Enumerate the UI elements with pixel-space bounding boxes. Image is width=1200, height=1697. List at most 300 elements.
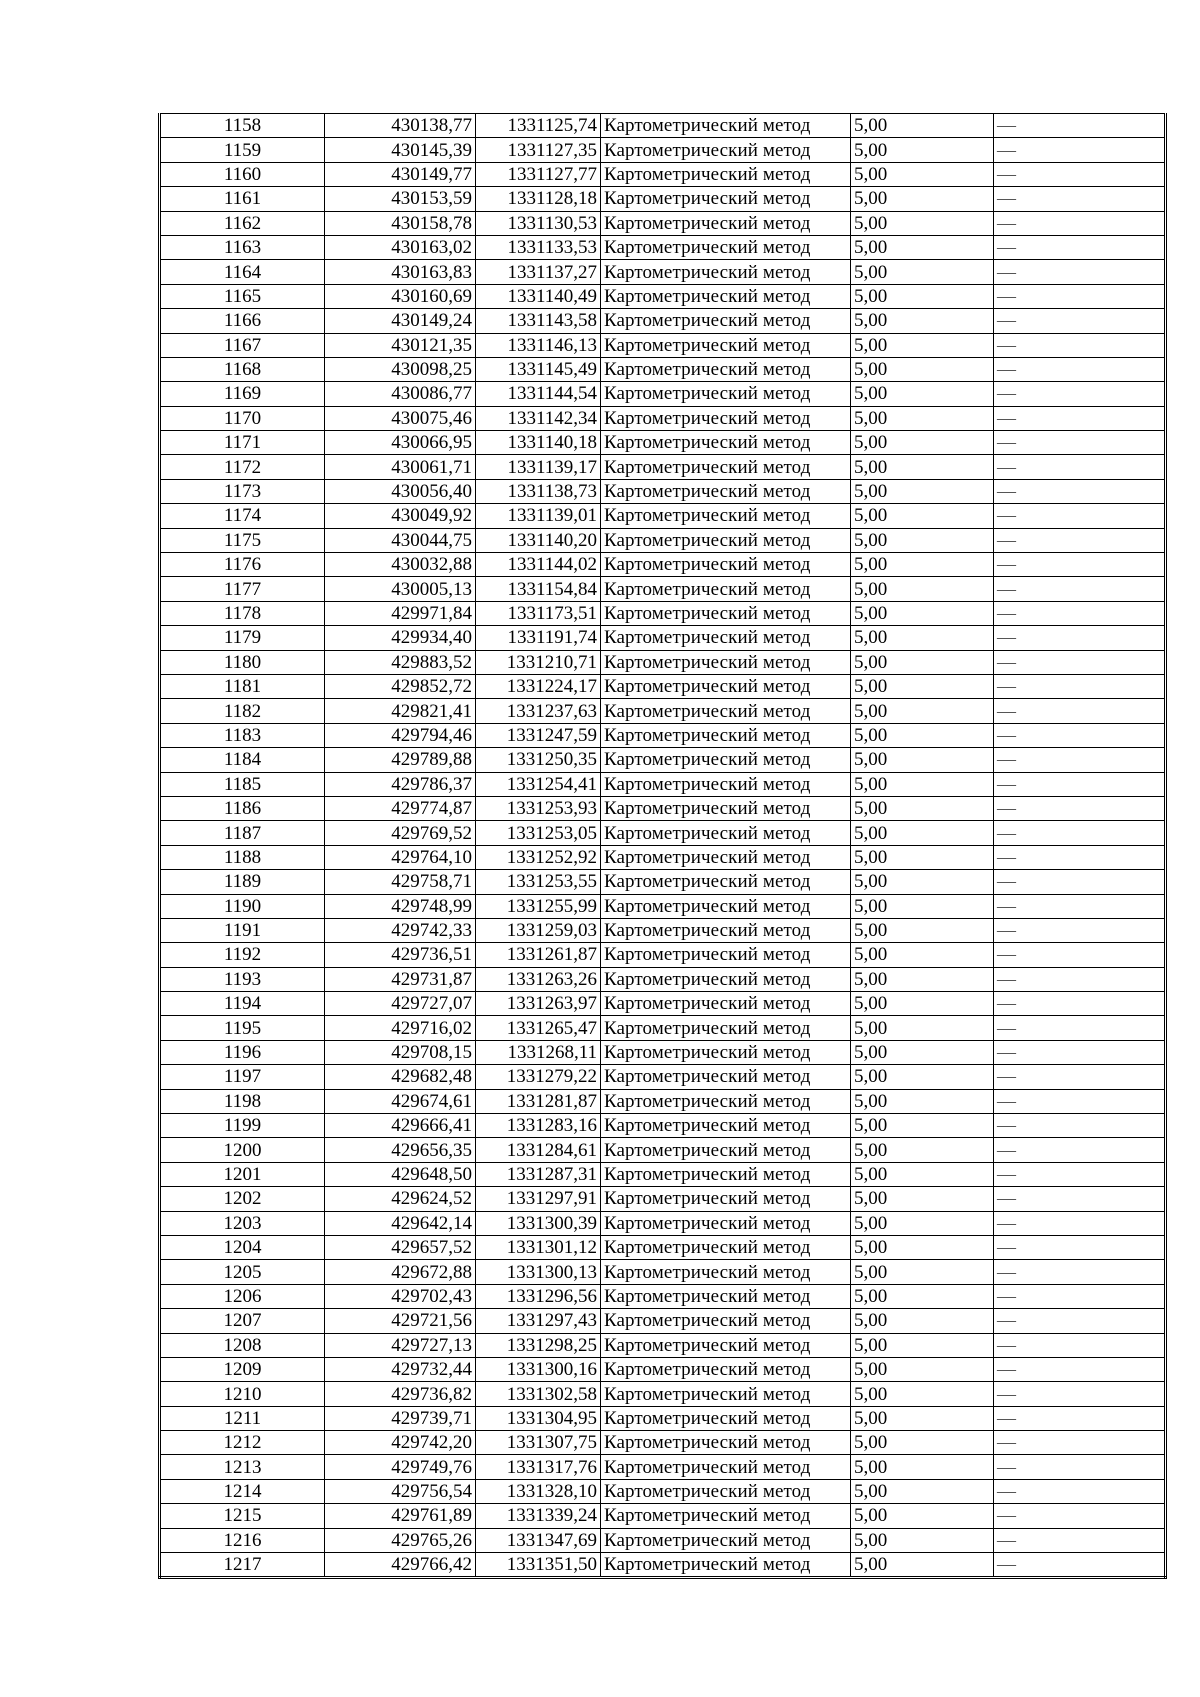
method-cell: Картометрический метод [601,1284,851,1308]
method-cell: Картометрический метод [601,1065,851,1089]
note-cell: — [994,674,1166,698]
accuracy-cell: 5,00 [851,235,994,259]
x-coordinate-cell: 430149,77 [325,162,476,186]
point-number-cell: 1197 [160,1065,325,1089]
table-row [160,967,1166,991]
point-number-cell: 1217 [160,1553,325,1578]
note-cell: — [994,284,1166,308]
point-number-cell: 1167 [160,333,325,357]
accuracy-cell: 5,00 [851,1162,994,1186]
method-cell: Картометрический метод [601,235,851,259]
method-cell: Картометрический метод [601,162,851,186]
method-cell: Картометрический метод [601,1235,851,1259]
method-cell: Картометрический метод [601,1333,851,1357]
point-number-cell: 1189 [160,870,325,894]
note-cell: — [994,1260,1166,1284]
x-coordinate-cell: 429786,37 [325,772,476,796]
x-coordinate-cell: 429756,54 [325,1479,476,1503]
x-coordinate-cell: 429648,50 [325,1162,476,1186]
method-cell: Картометрический метод [601,528,851,552]
table-row [160,918,1166,942]
accuracy-cell: 5,00 [851,796,994,820]
x-coordinate-cell: 430086,77 [325,382,476,406]
method-cell: Картометрический метод [601,1114,851,1138]
y-coordinate-cell: 1331191,74 [476,626,601,650]
note-cell: — [994,1211,1166,1235]
note-cell: — [994,138,1166,162]
note-cell: — [994,601,1166,625]
accuracy-cell: 5,00 [851,1553,994,1578]
note-cell: — [994,528,1166,552]
note-cell: — [994,772,1166,796]
x-coordinate-cell: 429971,84 [325,601,476,625]
table-row [160,1016,1166,1040]
y-coordinate-cell: 1331339,24 [476,1504,601,1528]
y-coordinate-cell: 1331255,99 [476,894,601,918]
method-cell: Картометрический метод [601,918,851,942]
y-coordinate-cell: 1331250,35 [476,748,601,772]
y-coordinate-cell: 1331247,59 [476,723,601,747]
accuracy-cell: 5,00 [851,1211,994,1235]
method-cell: Картометрический метод [601,1479,851,1503]
y-coordinate-cell: 1331139,01 [476,504,601,528]
table-row [160,601,1166,625]
note-cell: — [994,1040,1166,1064]
x-coordinate-cell: 429672,88 [325,1260,476,1284]
point-number-cell: 1185 [160,772,325,796]
method-cell: Картометрический метод [601,1406,851,1430]
y-coordinate-cell: 1331268,11 [476,1040,601,1064]
x-coordinate-cell: 430056,40 [325,479,476,503]
note-cell: — [994,1333,1166,1357]
point-number-cell: 1207 [160,1309,325,1333]
point-number-cell: 1187 [160,821,325,845]
method-cell: Картометрический метод [601,577,851,601]
y-coordinate-cell: 1331145,49 [476,357,601,381]
x-coordinate-cell: 429742,20 [325,1431,476,1455]
accuracy-cell: 5,00 [851,1528,994,1552]
point-number-cell: 1169 [160,382,325,406]
table-row [160,870,1166,894]
table-row [160,1357,1166,1381]
x-coordinate-cell: 430149,24 [325,309,476,333]
method-cell: Картометрический метод [601,455,851,479]
note-cell: — [994,1382,1166,1406]
y-coordinate-cell: 1331300,16 [476,1357,601,1381]
point-number-cell: 1184 [160,748,325,772]
accuracy-cell: 5,00 [851,1114,994,1138]
y-coordinate-cell: 1331263,97 [476,992,601,1016]
table-row [160,674,1166,698]
table-row [160,528,1166,552]
point-number-cell: 1162 [160,211,325,235]
table-row [160,406,1166,430]
x-coordinate-cell: 429674,61 [325,1089,476,1113]
method-cell: Картометрический метод [601,406,851,430]
point-number-cell: 1163 [160,235,325,259]
y-coordinate-cell: 1331328,10 [476,1479,601,1503]
note-cell: — [994,479,1166,503]
point-number-cell: 1195 [160,1016,325,1040]
method-cell: Картометрический метод [601,333,851,357]
x-coordinate-cell: 430061,71 [325,455,476,479]
point-number-cell: 1160 [160,162,325,186]
point-number-cell: 1170 [160,406,325,430]
x-coordinate-cell: 429749,76 [325,1455,476,1479]
accuracy-cell: 5,00 [851,309,994,333]
point-number-cell: 1172 [160,455,325,479]
table-row [160,431,1166,455]
point-number-cell: 1190 [160,894,325,918]
note-cell: — [994,821,1166,845]
accuracy-cell: 5,00 [851,1284,994,1308]
y-coordinate-cell: 1331252,92 [476,845,601,869]
accuracy-cell: 5,00 [851,601,994,625]
table-row [160,894,1166,918]
point-number-cell: 1164 [160,260,325,284]
y-coordinate-cell: 1331140,20 [476,528,601,552]
point-number-cell: 1199 [160,1114,325,1138]
x-coordinate-cell: 429934,40 [325,626,476,650]
table-row [160,821,1166,845]
x-coordinate-cell: 430160,69 [325,284,476,308]
point-number-cell: 1193 [160,967,325,991]
accuracy-cell: 5,00 [851,967,994,991]
table-row [160,748,1166,772]
note-cell: — [994,1235,1166,1259]
accuracy-cell: 5,00 [851,1187,994,1211]
accuracy-cell: 5,00 [851,650,994,674]
x-coordinate-cell: 429721,56 [325,1309,476,1333]
note-cell: — [994,1553,1166,1578]
table-row [160,650,1166,674]
x-coordinate-cell: 429789,88 [325,748,476,772]
x-coordinate-cell: 430098,25 [325,357,476,381]
table-row [160,211,1166,235]
table-row [160,1065,1166,1089]
point-number-cell: 1166 [160,309,325,333]
note-cell: — [994,1016,1166,1040]
note-cell: — [994,114,1166,138]
accuracy-cell: 5,00 [851,1431,994,1455]
note-cell: — [994,1138,1166,1162]
table-row [160,1235,1166,1259]
note-cell: — [994,626,1166,650]
method-cell: Картометрический метод [601,626,851,650]
table-row [160,1040,1166,1064]
method-cell: Картометрический метод [601,504,851,528]
x-coordinate-cell: 429624,52 [325,1187,476,1211]
point-number-cell: 1212 [160,1431,325,1455]
note-cell: — [994,1089,1166,1113]
accuracy-cell: 5,00 [851,943,994,967]
y-coordinate-cell: 1331137,27 [476,260,601,284]
y-coordinate-cell: 1331300,13 [476,1260,601,1284]
x-coordinate-cell: 429736,82 [325,1382,476,1406]
accuracy-cell: 5,00 [851,626,994,650]
coordinates-table [158,113,1167,1579]
y-coordinate-cell: 1331347,69 [476,1528,601,1552]
accuracy-cell: 5,00 [851,260,994,284]
x-coordinate-cell: 429727,13 [325,1333,476,1357]
point-number-cell: 1194 [160,992,325,1016]
y-coordinate-cell: 1331140,49 [476,284,601,308]
point-number-cell: 1202 [160,1187,325,1211]
accuracy-cell: 5,00 [851,553,994,577]
accuracy-cell: 5,00 [851,479,994,503]
x-coordinate-cell: 430158,78 [325,211,476,235]
point-number-cell: 1161 [160,187,325,211]
note-cell: — [994,235,1166,259]
table-row [160,992,1166,1016]
note-cell: — [994,357,1166,381]
note-cell: — [994,309,1166,333]
method-cell: Картометрический метод [601,138,851,162]
table-row [160,309,1166,333]
table-row [160,504,1166,528]
point-number-cell: 1196 [160,1040,325,1064]
x-coordinate-cell: 429764,10 [325,845,476,869]
accuracy-cell: 5,00 [851,845,994,869]
y-coordinate-cell: 1331139,17 [476,455,601,479]
y-coordinate-cell: 1331138,73 [476,479,601,503]
point-number-cell: 1173 [160,479,325,503]
point-number-cell: 1165 [160,284,325,308]
x-coordinate-cell: 430145,39 [325,138,476,162]
accuracy-cell: 5,00 [851,1455,994,1479]
accuracy-cell: 5,00 [851,211,994,235]
accuracy-cell: 5,00 [851,699,994,723]
accuracy-cell: 5,00 [851,1504,994,1528]
x-coordinate-cell: 429765,26 [325,1528,476,1552]
method-cell: Картометрический метод [601,1309,851,1333]
accuracy-cell: 5,00 [851,504,994,528]
y-coordinate-cell: 1331253,05 [476,821,601,845]
point-number-cell: 1198 [160,1089,325,1113]
note-cell: — [994,870,1166,894]
y-coordinate-cell: 1331287,31 [476,1162,601,1186]
note-cell: — [994,943,1166,967]
y-coordinate-cell: 1331154,84 [476,577,601,601]
x-coordinate-cell: 430032,88 [325,553,476,577]
accuracy-cell: 5,00 [851,1382,994,1406]
note-cell: — [994,1479,1166,1503]
accuracy-cell: 5,00 [851,528,994,552]
note-cell: — [994,796,1166,820]
point-number-cell: 1158 [160,114,325,138]
method-cell: Картометрический метод [601,309,851,333]
method-cell: Картометрический метод [601,1431,851,1455]
accuracy-cell: 5,00 [851,1040,994,1064]
table-row [160,1504,1166,1528]
point-number-cell: 1183 [160,723,325,747]
point-number-cell: 1179 [160,626,325,650]
coordinates-table-body [160,114,1166,1578]
method-cell: Картометрический метод [601,1089,851,1113]
x-coordinate-cell: 429883,52 [325,650,476,674]
x-coordinate-cell: 429682,48 [325,1065,476,1089]
point-number-cell: 1177 [160,577,325,601]
method-cell: Картометрический метод [601,1040,851,1064]
note-cell: — [994,748,1166,772]
table-row [160,1553,1166,1578]
x-coordinate-cell: 429731,87 [325,967,476,991]
point-number-cell: 1192 [160,943,325,967]
y-coordinate-cell: 1331173,51 [476,601,601,625]
accuracy-cell: 5,00 [851,1065,994,1089]
method-cell: Картометрический метод [601,894,851,918]
table-row [160,699,1166,723]
y-coordinate-cell: 1331253,55 [476,870,601,894]
note-cell: — [994,553,1166,577]
accuracy-cell: 5,00 [851,138,994,162]
note-cell: — [994,1284,1166,1308]
note-cell: — [994,211,1166,235]
accuracy-cell: 5,00 [851,870,994,894]
y-coordinate-cell: 1331351,50 [476,1553,601,1578]
method-cell: Картометрический метод [601,211,851,235]
note-cell: — [994,894,1166,918]
table-row [160,382,1166,406]
method-cell: Картометрический метод [601,1162,851,1186]
point-number-cell: 1200 [160,1138,325,1162]
x-coordinate-cell: 430075,46 [325,406,476,430]
table-row [160,1260,1166,1284]
x-coordinate-cell: 430121,35 [325,333,476,357]
y-coordinate-cell: 1331125,74 [476,114,601,138]
y-coordinate-cell: 1331142,34 [476,406,601,430]
x-coordinate-cell: 429656,35 [325,1138,476,1162]
x-coordinate-cell: 430153,59 [325,187,476,211]
note-cell: — [994,992,1166,1016]
method-cell: Картометрический метод [601,723,851,747]
point-number-cell: 1180 [160,650,325,674]
x-coordinate-cell: 429666,41 [325,1114,476,1138]
y-coordinate-cell: 1331279,22 [476,1065,601,1089]
y-coordinate-cell: 1331300,39 [476,1211,601,1235]
point-number-cell: 1188 [160,845,325,869]
y-coordinate-cell: 1331307,75 [476,1431,601,1455]
table-row [160,479,1166,503]
point-number-cell: 1182 [160,699,325,723]
x-coordinate-cell: 430049,92 [325,504,476,528]
point-number-cell: 1210 [160,1382,325,1406]
y-coordinate-cell: 1331304,95 [476,1406,601,1430]
accuracy-cell: 5,00 [851,1016,994,1040]
y-coordinate-cell: 1331253,93 [476,796,601,820]
note-cell: — [994,1162,1166,1186]
x-coordinate-cell: 430163,02 [325,235,476,259]
table-row [160,626,1166,650]
table-row [160,162,1166,186]
method-cell: Картометрический метод [601,284,851,308]
note-cell: — [994,431,1166,455]
method-cell: Картометрический метод [601,992,851,1016]
note-cell: — [994,1065,1166,1089]
accuracy-cell: 5,00 [851,382,994,406]
x-coordinate-cell: 430138,77 [325,114,476,138]
method-cell: Картометрический метод [601,479,851,503]
method-cell: Картометрический метод [601,187,851,211]
table-row [160,455,1166,479]
table-row [160,357,1166,381]
x-coordinate-cell: 429774,87 [325,796,476,820]
accuracy-cell: 5,00 [851,894,994,918]
table-row [160,553,1166,577]
y-coordinate-cell: 1331297,91 [476,1187,601,1211]
y-coordinate-cell: 1331143,58 [476,309,601,333]
table-row [160,845,1166,869]
accuracy-cell: 5,00 [851,1138,994,1162]
point-number-cell: 1191 [160,918,325,942]
x-coordinate-cell: 429758,71 [325,870,476,894]
x-coordinate-cell: 429794,46 [325,723,476,747]
table-row [160,772,1166,796]
point-number-cell: 1203 [160,1211,325,1235]
point-number-cell: 1181 [160,674,325,698]
accuracy-cell: 5,00 [851,748,994,772]
accuracy-cell: 5,00 [851,674,994,698]
x-coordinate-cell: 430163,83 [325,260,476,284]
note-cell: — [994,845,1166,869]
method-cell: Картометрический метод [601,431,851,455]
note-cell: — [994,1431,1166,1455]
x-coordinate-cell: 430005,13 [325,577,476,601]
method-cell: Картометрический метод [601,943,851,967]
note-cell: — [994,723,1166,747]
point-number-cell: 1186 [160,796,325,820]
method-cell: Картометрический метод [601,114,851,138]
point-number-cell: 1168 [160,357,325,381]
note-cell: — [994,382,1166,406]
table-row [160,1455,1166,1479]
y-coordinate-cell: 1331144,54 [476,382,601,406]
method-cell: Картометрический метод [601,1357,851,1381]
y-coordinate-cell: 1331317,76 [476,1455,601,1479]
y-coordinate-cell: 1331283,16 [476,1114,601,1138]
method-cell: Картометрический метод [601,382,851,406]
table-row [160,1382,1166,1406]
x-coordinate-cell: 430066,95 [325,431,476,455]
x-coordinate-cell: 429702,43 [325,1284,476,1308]
method-cell: Картометрический метод [601,553,851,577]
table-row [160,723,1166,747]
y-coordinate-cell: 1331237,63 [476,699,601,723]
x-coordinate-cell: 429727,07 [325,992,476,1016]
method-cell: Картометрический метод [601,601,851,625]
method-cell: Картометрический метод [601,821,851,845]
x-coordinate-cell: 429742,33 [325,918,476,942]
table-row [160,1479,1166,1503]
y-coordinate-cell: 1331284,61 [476,1138,601,1162]
method-cell: Картометрический метод [601,1455,851,1479]
y-coordinate-cell: 1331133,53 [476,235,601,259]
method-cell: Картометрический метод [601,870,851,894]
note-cell: — [994,162,1166,186]
y-coordinate-cell: 1331297,43 [476,1309,601,1333]
method-cell: Картометрический метод [601,967,851,991]
x-coordinate-cell: 429708,15 [325,1040,476,1064]
point-number-cell: 1211 [160,1406,325,1430]
method-cell: Картометрический метод [601,1504,851,1528]
method-cell: Картометрический метод [601,699,851,723]
point-number-cell: 1171 [160,431,325,455]
method-cell: Картометрический метод [601,796,851,820]
x-coordinate-cell: 429716,02 [325,1016,476,1040]
x-coordinate-cell: 429852,72 [325,674,476,698]
table-row [160,1211,1166,1235]
table-row [160,1309,1166,1333]
